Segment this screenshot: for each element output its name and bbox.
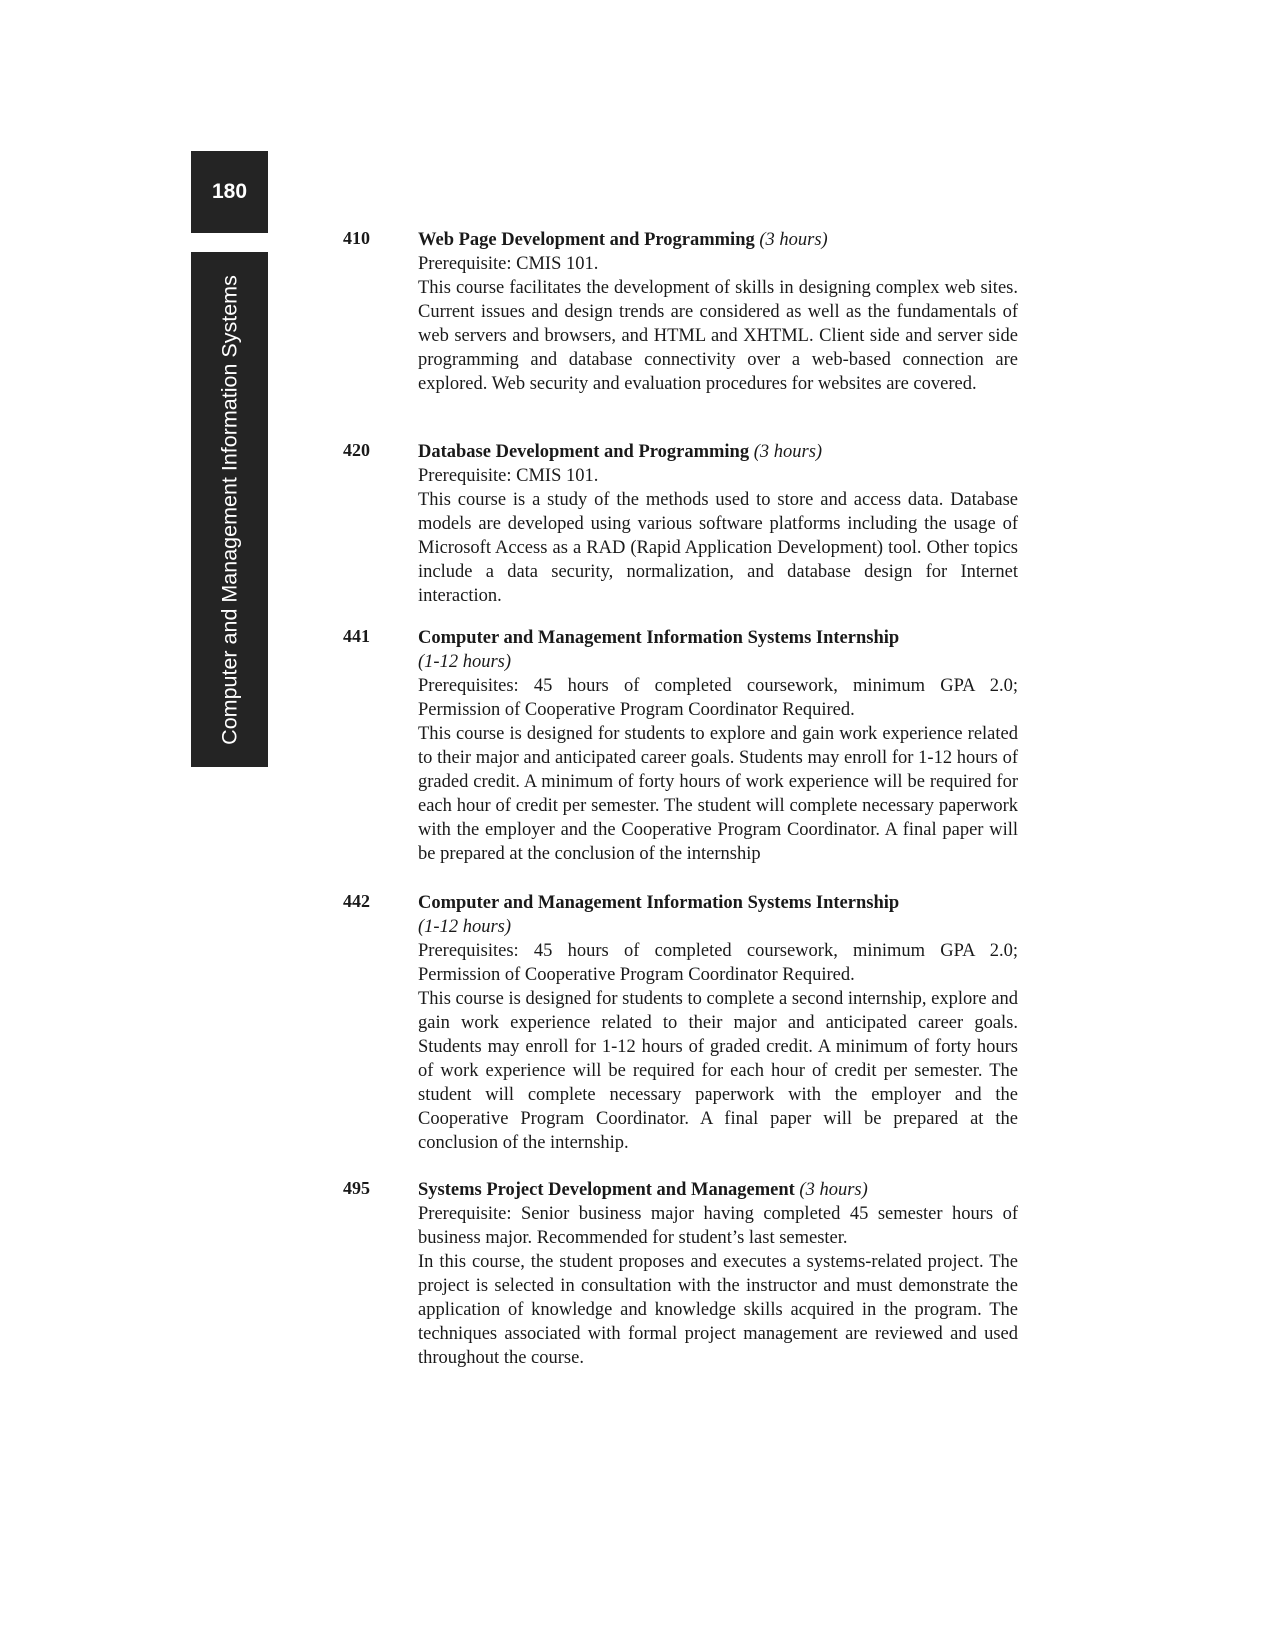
course-title: Computer and Management Information Systems Internship [418,628,900,648]
course-prerequisite: Prerequisites: 45 hours of completed coursework, minimum GPA 2.0; Permission of Cooperative Program Coordinator Required. [418,941,1018,985]
course-title: Computer and Management Information Systems Internship [418,893,900,913]
course-number: 410 [343,228,370,248]
course-hours: (3 hours) [753,442,823,462]
page-number-tab [191,151,268,233]
course-description: In this course, the student proposes and executes a systems-related project. The project is selected in consultation with the instructor and must demonstrate the application of knowledge and knowledge skills acquired in the program. The techniques associated with formal project management are reviewed and used throughout the course. [418,1252,1018,1368]
course-number: 441 [343,626,370,646]
course-hours: (1-12 hours) [418,652,512,672]
course-prerequisite: Prerequisite: CMIS 101. [418,254,599,274]
section-title: Computer and Management Information Systems [217,274,241,745]
course-prerequisite: Prerequisite: CMIS 101. [418,466,599,486]
course-prerequisite: Prerequisites: 45 hours of completed coursework, minimum GPA 2.0; Permission of Cooperative Program Coordinator Required. [418,676,1018,720]
course-hours: (3 hours) [799,1180,868,1200]
course-title: Systems Project Development and Management [418,1180,795,1200]
course-prerequisite: Prerequisite: Senior business major having completed 45 semester hours of business major. Recommended for student’s last semester. [418,1204,1018,1248]
course-description: This course is designed for students to complete a second internship, explore and gain work experience related to their major and anticipated career goals. Students may enroll for 1-12 hours of graded credit. A minimum of forty hours of work experience will be required for each hour of credit per semester. The student will complete necessary paperwork with the employer and the Cooperative Program Coordinator. A final paper will be prepared at the conclusion of the internship. [418,989,1018,1153]
course-hours: (1-12 hours) [418,917,512,937]
course-description: This course facilitates the development of skills in designing complex web sites. Current issues and design trends are considered as well as the fundamentals of web servers and browsers, and HTML and XHTML. Client side and server side programming and database connectivity over a web-based connection are explored. Web security and evaluation procedures for websites are covered. [418,278,1018,394]
course-number: 420 [343,440,370,460]
course-title: Web Page Development and Programming [418,230,755,250]
course-hours: (3 hours) [759,230,828,250]
course-description: This course is a study of the methods used to store and access data. Database models are developed using various software platforms including the usage of Microsoft Access as a RAD (Rapid Application Development) tool. Other topics include a data security, normalization, and database design for Internet interaction. [418,490,1018,606]
section-tab [191,252,268,767]
course-title: Database Development and Programming [418,442,750,462]
page-number: 180 [211,180,248,203]
course-number: 442 [343,891,370,911]
course-description: This course is designed for students to explore and gain work experience related to their major and anticipated career goals. Students may enroll for 1-12 hours of graded credit. A minimum of forty hours of work experience will be required for each hour of credit per semester. The student will complete necessary paperwork with the employer and the Cooperative Program Coordinator. A final paper will be prepared at the conclusion of the internship [418,724,1018,864]
course-number: 495 [343,1178,370,1198]
